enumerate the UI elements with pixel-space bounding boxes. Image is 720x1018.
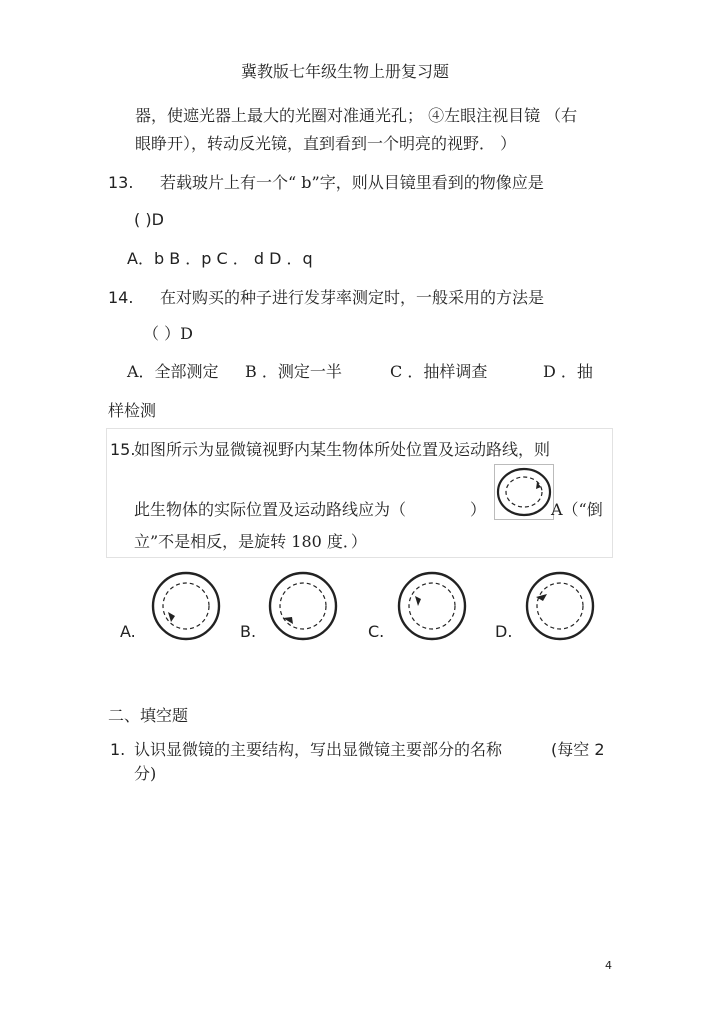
page-number: 4: [605, 959, 612, 972]
section-2-title: 二、填空题: [108, 706, 189, 725]
fill1-score-continued: 分): [134, 764, 157, 783]
option-d-field-icon: [524, 570, 596, 642]
q14-option-a: A．全部测定: [127, 362, 219, 381]
q14-number: 14.: [108, 288, 134, 307]
q15-answer: A（“倒: [551, 500, 603, 519]
q15-text: 如图所示为显微镜视野内某生物体所处位置及运动路线，则: [134, 440, 551, 459]
q15-number: 15.: [110, 440, 136, 459]
option-c-field-icon: [396, 570, 468, 642]
q13-options: A．b B ．p C ． d D ．q: [127, 249, 313, 268]
q14-option-d-continued: 样检测: [108, 401, 157, 420]
q13-number: 13.: [108, 173, 134, 192]
fill1-text: 认识显微镜的主要结构，写出显微镜主要部分的名称: [134, 740, 503, 759]
option-b-label: B.: [240, 622, 257, 641]
q14-option-b: B ．测定一半: [245, 362, 342, 381]
q14-option-d: D ．抽: [543, 362, 593, 381]
q13-answer: ( )D: [134, 210, 164, 229]
q15-line-2-end: ）: [470, 500, 487, 519]
fill1-number: 1.: [110, 740, 126, 759]
option-c-label: C.: [368, 622, 385, 641]
option-d-label: D.: [495, 622, 513, 641]
continuation-line-2: 眼睁开），转动反光镜，直到看到一个明亮的视野． ）: [135, 134, 517, 153]
option-a-field-icon: [150, 570, 222, 642]
q14-option-c: C ．抽样调查: [390, 362, 488, 381]
page-title: 冀教版七年级生物上册复习题: [241, 62, 450, 81]
option-a-label: A.: [120, 622, 136, 641]
q15-line-2: 此生物体的实际位置及运动路线应为（: [134, 500, 407, 519]
fill1-score: (每空 2: [551, 740, 605, 759]
q13-text: 若载玻片上有一个“ b”字，则从目镜里看到的物像应是: [160, 173, 544, 192]
q15-line-3: 立”不是相反，是旋转 180 度．）: [134, 532, 367, 551]
option-b-field-icon: [267, 570, 339, 642]
q15-reference-field-icon: [494, 464, 554, 520]
q14-text: 在对购买的种子进行发芽率测定时，一般采用的方法是: [160, 288, 545, 307]
q14-answer: （ ）D: [143, 324, 193, 343]
continuation-line-1: 器，使遮光器上最大的光圈对准通光孔； ④左眼注视目镜 （右: [135, 106, 578, 125]
